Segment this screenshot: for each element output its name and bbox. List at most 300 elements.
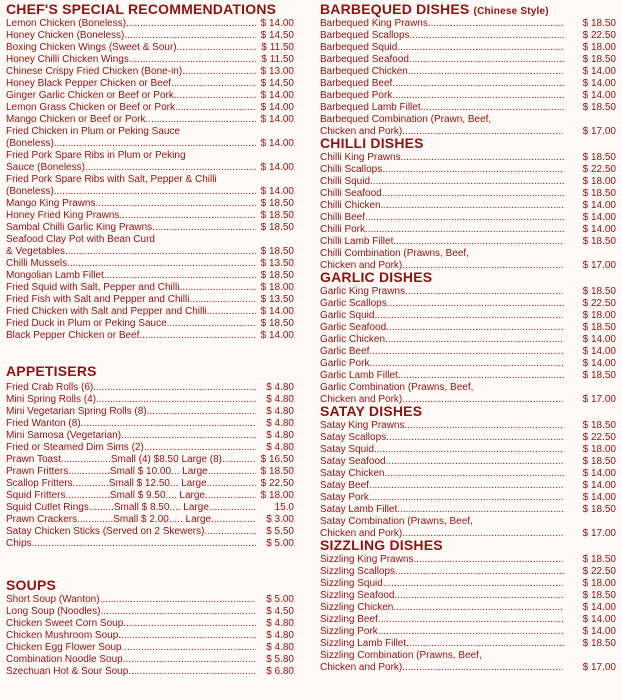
menu-item <box>320 638 616 650</box>
menu-item-name: Fried or Steamed Dim Sims (2) <box>6 442 144 453</box>
menu-item-price: $ 14.00 <box>260 90 294 101</box>
menu-item-name: Sizzling Lamb Fillet <box>320 638 407 649</box>
section-title-text: CHILLI DISHES <box>320 135 424 151</box>
menu-item-price: $ 18.50 <box>260 198 294 209</box>
leader-dots <box>473 382 564 394</box>
menu-item-name: Satay Chicken <box>320 468 385 479</box>
leader-dots <box>385 334 564 346</box>
menu-item <box>320 382 616 394</box>
menu-item-name: Fried Crab Rolls (6) <box>6 382 94 393</box>
leader-dots <box>491 114 564 126</box>
menu-item-price: $ 5.50 <box>266 526 294 537</box>
menu-item-name: Squid Cutlet Rings.........Small $ 8.50.... Large <box>6 502 209 513</box>
menu-item-price: $ 17.00 <box>582 662 616 673</box>
menu-item-price: $ 18.50 <box>260 210 294 221</box>
menu-item-price: $ 18.50 <box>582 322 616 333</box>
section-title-appetisers <box>6 364 97 378</box>
menu-item <box>320 492 616 504</box>
menu-item <box>6 306 294 318</box>
menu-item <box>320 602 616 614</box>
menu-item-price: $ 14.00 <box>582 78 616 89</box>
leader-dots <box>54 138 256 150</box>
leader-dots <box>32 538 256 550</box>
menu-item <box>6 526 294 538</box>
menu-item-price: $ 17.00 <box>582 528 616 539</box>
menu-item-price: $ 14.00 <box>260 186 294 197</box>
menu-item-name: Mongolian Lamb Fillet <box>6 270 104 281</box>
menu-item-price: $ 14.00 <box>260 18 294 29</box>
menu-item <box>6 258 294 270</box>
menu-item-price: $ 5.00 <box>266 594 294 605</box>
leader-dots <box>146 114 256 126</box>
menu-item <box>6 442 294 454</box>
menu-item <box>6 430 294 442</box>
menu-item-price: $ 18.50 <box>582 236 616 247</box>
leader-dots <box>81 418 256 430</box>
menu-item-name: Honey Black Pepper Chicken or Beef <box>6 78 172 89</box>
menu-item-price: $ 4.80 <box>266 642 294 653</box>
menu-item-price: $ 13.00 <box>260 66 294 77</box>
menu-item-name: Sizzling Scallops <box>320 566 396 577</box>
leader-dots <box>386 456 564 468</box>
menu-item-price: $ 18.00 <box>582 310 616 321</box>
menu-item-price: $ 14.00 <box>582 346 616 357</box>
menu-item-price: $ 18.50 <box>260 318 294 329</box>
leader-dots <box>374 310 564 322</box>
section-title-text: CHEF'S SPECIAL RECOMMENDATIONS <box>6 1 277 17</box>
menu-item-name: Chilli King Prawns <box>320 152 401 163</box>
menu-item-name: Fried Chicken with Salt and Pepper and Chilli <box>6 306 207 317</box>
menu-item-price: $ 18.50 <box>582 590 616 601</box>
leader-dots <box>126 18 256 30</box>
menu-item-name: Mango King Prawns <box>6 198 96 209</box>
section-title-chilli-dishes <box>320 136 424 150</box>
menu-item-name: Fried Pork Spare Ribs with Salt, Pepper & Chilli <box>6 174 217 185</box>
menu-item <box>320 298 616 310</box>
leader-dots <box>217 174 256 186</box>
menu-item-name: Barbequed Beef <box>320 78 393 89</box>
menu-item-price: $ 18.50 <box>260 466 294 477</box>
menu-item <box>6 454 294 466</box>
menu-item-name: Ginger Garlic Chicken or Beef or Pork <box>6 90 174 101</box>
menu-item-name: Satay Beef <box>320 480 369 491</box>
leader-dots <box>397 504 564 516</box>
menu-item-name: Satay Scallops <box>320 432 387 443</box>
menu-item-name: Fried Squid with Salt, Pepper and Chilli <box>6 282 180 293</box>
menu-item-price: $ 18.50 <box>582 420 616 431</box>
menu-item-price: $ 22.50 <box>582 30 616 41</box>
menu-item-price: $ 18.50 <box>582 286 616 297</box>
menu-item-name: Satay Seafood <box>320 456 386 467</box>
menu-item-price: $ 14.00 <box>582 334 616 345</box>
leader-dots <box>96 394 256 406</box>
leader-dots <box>67 258 256 270</box>
leader-dots <box>175 102 256 114</box>
menu-item <box>320 626 616 638</box>
section-subtitle: (Chinese Style) <box>473 6 549 17</box>
menu-item-name: Szechuan Hot & Sour Soup <box>6 666 129 677</box>
menu-item <box>320 566 616 578</box>
leader-dots <box>211 514 256 526</box>
menu-item <box>320 164 616 176</box>
menu-item <box>320 152 616 164</box>
section-title-satay-dishes <box>320 404 422 418</box>
menu-item-name: Chips <box>6 538 32 549</box>
menu-item-price: $ 14.00 <box>582 212 616 223</box>
menu-item-name: Mini Spring Rolls (4) <box>6 394 97 405</box>
leader-dots <box>208 466 256 478</box>
menu-item-price: $ 13.50 <box>260 294 294 305</box>
menu-item-name: Barbequed Squid <box>320 42 398 53</box>
leader-dots <box>365 212 564 224</box>
leader-dots <box>167 318 256 330</box>
menu-item-name: Satay Squid <box>320 444 374 455</box>
menu-item-price: $ 14.00 <box>260 330 294 341</box>
leader-dots <box>128 666 256 678</box>
menu-item <box>320 66 616 78</box>
menu-item-price: $ 3.00 <box>266 514 294 525</box>
menu-item-price: $ 17.00 <box>582 260 616 271</box>
menu-item-name: Satay Chicken Sticks (Served on 2 Skewers) <box>6 526 205 537</box>
menu-item-name: Chinese Crispy Fried Chicken (Bone-in) <box>6 66 183 77</box>
menu-item-price: $ 18.50 <box>260 246 294 257</box>
menu-item-price: $ 14.50 <box>260 30 294 41</box>
menu-item <box>320 516 616 528</box>
menu-item-name: Sizzling Seafood <box>320 590 395 601</box>
menu-item <box>6 382 294 394</box>
menu-item <box>320 176 616 188</box>
leader-dots <box>147 406 256 418</box>
menu-item-price: $ 22.50 <box>582 164 616 175</box>
menu-item <box>320 504 616 516</box>
menu-item-name: Chilli Seafood <box>320 188 382 199</box>
leader-dots <box>171 78 256 90</box>
menu-item <box>6 478 294 490</box>
leader-dots <box>405 420 565 432</box>
menu-item-name: Chilli Mussels <box>6 258 68 269</box>
menu-item-name: Fried Wanton (8) <box>6 418 81 429</box>
section-title-text: APPETISERS <box>6 363 97 379</box>
leader-dots <box>393 602 564 614</box>
menu-item-price: $ 22.50 <box>582 566 616 577</box>
menu-item <box>320 480 616 492</box>
menu-item <box>6 162 294 174</box>
menu-item-name: Garlic Scallops <box>320 298 387 309</box>
menu-item-price: $ 14.00 <box>582 480 616 491</box>
menu-item-name: Fried Pork Spare Ribs in Plum or Peking <box>6 150 186 161</box>
menu-item <box>320 370 616 382</box>
menu-item <box>6 18 294 30</box>
leader-dots <box>65 246 256 258</box>
menu-item-name: Garlic King Prawns <box>320 286 406 297</box>
menu-item <box>6 198 294 210</box>
menu-item-name: Black Pepper Chicken or Beef <box>6 330 140 341</box>
menu-item-price: $ 18.50 <box>582 188 616 199</box>
menu-item-price: $ 11.50 <box>261 54 294 65</box>
menu-item-name: Sizzling Squid <box>320 578 383 589</box>
menu-item <box>320 90 616 102</box>
menu-item-price: $ 18.50 <box>582 54 616 65</box>
menu-item <box>320 30 616 42</box>
leader-dots <box>395 566 564 578</box>
menu-item <box>320 224 616 236</box>
leader-dots <box>402 126 564 138</box>
menu-item-name: Sambal Chilli Garlic King Prawns <box>6 222 153 233</box>
menu-item <box>320 334 616 346</box>
leader-dots <box>401 152 564 164</box>
menu-item-name: Chicken and Pork) <box>320 126 403 137</box>
menu-item-name: Mango Chicken or Beef or Pork <box>6 114 146 125</box>
menu-item <box>6 126 294 138</box>
menu-item <box>6 466 294 478</box>
section-title-text: SATAY DISHES <box>320 403 423 419</box>
menu-item-price: $ 18.50 <box>260 270 294 281</box>
leader-dots <box>384 468 564 480</box>
leader-dots <box>369 480 564 492</box>
menu-item <box>6 210 294 222</box>
menu-item-name: Boxing Chicken Wings (Sweet & Sour) <box>6 42 177 53</box>
menu-item-price: $ 4.80 <box>266 406 294 417</box>
menu-item-price: $ 4.80 <box>266 442 294 453</box>
menu-item <box>320 358 616 370</box>
menu-item-price: $ 18.50 <box>582 638 616 649</box>
menu-item <box>320 420 616 432</box>
menu-item-price: $ 18.00 <box>582 444 616 455</box>
section-title-text: SOUPS <box>6 577 57 593</box>
leader-dots <box>428 18 564 30</box>
leader-dots <box>381 200 564 212</box>
menu-item <box>320 432 616 444</box>
menu-item-name: Garlic Pork <box>320 358 370 369</box>
menu-item-name: Chilli Pork <box>320 224 366 235</box>
menu-item-price: $ 14.00 <box>260 306 294 317</box>
leader-dots <box>204 526 256 538</box>
menu-item-name: Barbequed King Prawns <box>320 18 428 29</box>
menu-item-name: Barbequed Pork <box>320 90 393 101</box>
leader-dots <box>378 614 564 626</box>
menu-item <box>6 330 294 342</box>
menu-item <box>6 394 294 406</box>
menu-item <box>320 188 616 200</box>
menu-item <box>320 444 616 456</box>
menu-item-name: Lemon Grass Chicken or Beef or Pork <box>6 102 175 113</box>
menu-item-price: $ 18.50 <box>582 554 616 565</box>
menu-item-name: Chilli Scallops <box>320 164 383 175</box>
menu-item <box>320 456 616 468</box>
leader-dots <box>387 298 564 310</box>
menu-item-price: $ 4.80 <box>266 430 294 441</box>
leader-dots <box>369 346 564 358</box>
menu-item-name: Sizzling Pork <box>320 626 378 637</box>
menu-item-name: Chilli Squid <box>320 176 371 187</box>
menu-item <box>320 18 616 30</box>
menu-item-name: (Boneless) <box>6 138 54 149</box>
menu-item <box>6 502 294 514</box>
menu-item <box>6 594 294 606</box>
menu-item-price: $ 14.00 <box>582 614 616 625</box>
leader-dots <box>369 492 564 504</box>
leader-dots <box>152 222 256 234</box>
menu-item <box>6 114 294 126</box>
menu-item-price: $ 14.50 <box>260 78 294 89</box>
menu-item <box>320 236 616 248</box>
leader-dots <box>473 516 564 528</box>
leader-dots <box>96 198 257 210</box>
menu-item-price: $ 18.00 <box>582 578 616 589</box>
menu-item <box>6 42 294 54</box>
menu-item <box>6 186 294 198</box>
leader-dots <box>182 66 256 78</box>
menu-item <box>6 246 294 258</box>
leader-dots <box>177 42 256 54</box>
menu-item-name: Honey Fried King Prawns <box>6 210 120 221</box>
leader-dots <box>207 306 256 318</box>
menu-item-price: $ 17.00 <box>582 126 616 137</box>
menu-item <box>6 406 294 418</box>
menu-item-name: Sizzling Beef <box>320 614 378 625</box>
menu-item-price: 15.0 <box>274 502 294 513</box>
menu-item <box>320 310 616 322</box>
menu-item-price: $ 14.00 <box>582 468 616 479</box>
menu-item-name: Sizzling Combination (Prawns, Beef, <box>320 650 482 661</box>
menu-item <box>6 174 294 186</box>
leader-dots <box>85 162 256 174</box>
menu-item-name: Short Soup (Wanton) <box>6 594 100 605</box>
leader-dots <box>129 54 256 66</box>
menu-item-price: $ 18.00 <box>582 42 616 53</box>
leader-dots <box>119 210 256 222</box>
menu-item-name: Satay Lamb Fillet <box>320 504 398 515</box>
menu-item-name: Scallop Fritters.............Small $ 12.50... Large <box>6 478 207 489</box>
leader-dots <box>393 236 564 248</box>
leader-dots <box>139 330 256 342</box>
section-title-garlic-dishes <box>320 270 432 284</box>
menu-item-price: $ 18.50 <box>582 370 616 381</box>
menu-item-price: $ 18.00 <box>260 490 294 501</box>
menu-item-name: (Boneless) <box>6 186 54 197</box>
menu-item <box>320 578 616 590</box>
leader-dots <box>386 322 564 334</box>
menu-item-name: Barbequed Scallops <box>320 30 410 41</box>
leader-dots <box>209 502 256 514</box>
menu-item <box>6 294 294 306</box>
leader-dots <box>101 606 256 618</box>
menu-item-name: Barbequed Combination (Prawn, Beef, <box>320 114 492 125</box>
menu-item <box>320 590 616 602</box>
menu-item-name: Chilli Chicken <box>320 200 381 211</box>
menu-item <box>6 654 294 666</box>
menu-item-price: $ 14.00 <box>582 90 616 101</box>
menu-item <box>6 318 294 330</box>
section-title-soups <box>6 578 56 592</box>
menu-item-price: $ 14.00 <box>260 102 294 113</box>
menu-item-name: Sauce (Boneless) <box>6 162 85 173</box>
menu-item <box>320 322 616 334</box>
menu-item-price: $ 18.50 <box>260 222 294 233</box>
menu-item <box>6 490 294 502</box>
menu-item-price: $ 4.80 <box>266 394 294 405</box>
leader-dots <box>382 188 564 200</box>
menu-item <box>320 614 616 626</box>
menu-item-price: $ 22.50 <box>260 478 294 489</box>
menu-item-name: Chicken and Pork) <box>320 260 403 271</box>
leader-dots <box>121 430 256 442</box>
leader-dots <box>421 102 564 114</box>
leader-dots <box>123 618 256 630</box>
leader-dots <box>118 630 256 642</box>
menu-item-name: Lemon Chicken (Boneless) <box>6 18 127 29</box>
menu-item-name: Prawn Crackers.............Small $ 2.00..... Large <box>6 514 212 525</box>
menu-item <box>6 630 294 642</box>
menu-item-price: $ 6.80 <box>266 666 294 677</box>
leader-dots <box>186 150 256 162</box>
menu-item <box>6 606 294 618</box>
leader-dots <box>189 294 256 306</box>
leader-dots <box>374 444 564 456</box>
menu-item-name: Satay Combination (Prawns, Beef, <box>320 516 473 527</box>
menu-item-name: Chicken and Pork) <box>320 662 403 673</box>
menu-item-name: & Vegetables <box>6 246 65 257</box>
leader-dots <box>482 650 564 662</box>
menu-item <box>6 618 294 630</box>
menu-item <box>6 30 294 42</box>
menu-item-name: Fried Fish with Salt and Pepper and Chilli <box>6 294 190 305</box>
leader-dots <box>174 90 256 102</box>
menu-item <box>320 78 616 90</box>
menu-item-name: Garlic Chicken <box>320 334 386 345</box>
menu-item-name: Mini Samosa (Vegetarian) <box>6 430 122 441</box>
menu-item <box>6 90 294 102</box>
menu-item-name: Chicken and Pork) <box>320 394 403 405</box>
menu-item <box>320 114 616 126</box>
menu-item <box>320 650 616 662</box>
menu-item-name: Chicken Mushroom Soup <box>6 630 119 641</box>
menu-item-price: $ 22.50 <box>582 298 616 309</box>
menu-item-price: $ 14.00 <box>582 200 616 211</box>
leader-dots <box>392 78 564 90</box>
menu-item <box>6 138 294 150</box>
menu-item-name: Satay Pork <box>320 492 369 503</box>
menu-item-name: Prawn Toast..................Small (4) $8.50 Large (8) <box>6 454 223 465</box>
menu-item-name: Chilli Combination (Prawns, Beef, <box>320 248 469 259</box>
section-title-text: GARLIC DISHES <box>320 269 433 285</box>
menu-item-name: Garlic Seafood <box>320 322 387 333</box>
leader-dots <box>398 370 564 382</box>
menu-item-price: $ 4.50 <box>266 606 294 617</box>
menu-item-name: Barbequed Seafood <box>320 54 409 65</box>
menu-item-price: $ 18.50 <box>582 18 616 29</box>
leader-dots <box>410 30 564 42</box>
leader-dots <box>365 224 564 236</box>
leader-dots <box>123 654 256 666</box>
leader-dots <box>124 30 256 42</box>
leader-dots <box>207 478 256 490</box>
menu-item-name: Fried Duck in Plum or Peking Sauce <box>6 318 167 329</box>
section-title-text: BARBEQUED DISHES <box>320 1 470 17</box>
leader-dots <box>369 358 564 370</box>
menu-item-name: Garlic Beef <box>320 346 370 357</box>
leader-dots <box>395 590 565 602</box>
menu-item-name: Mini Vegetarian Spring Rolls (8) <box>6 406 147 417</box>
menu-item-price: $ 18.00 <box>582 176 616 187</box>
menu-item <box>6 538 294 550</box>
menu-item <box>6 666 294 678</box>
menu-item-price: $ 14.00 <box>582 66 616 77</box>
menu-item-price: $ 18.50 <box>582 102 616 113</box>
leader-dots <box>104 270 256 282</box>
menu-item <box>6 642 294 654</box>
leader-dots <box>179 282 256 294</box>
